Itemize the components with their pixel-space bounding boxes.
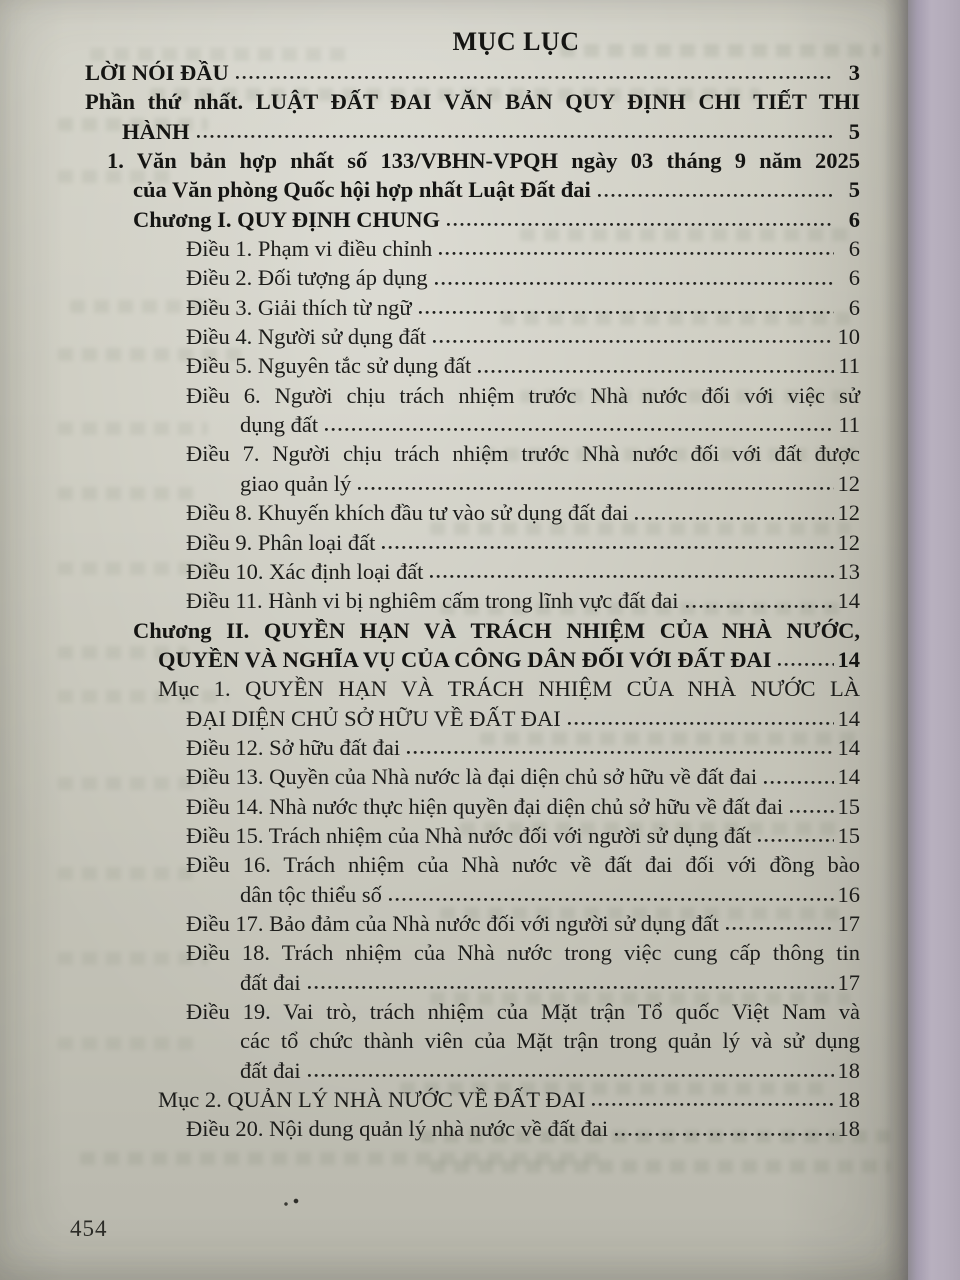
toc-page-number: 5 xyxy=(848,118,860,144)
toc-entry-line xyxy=(0,381,860,410)
table-of-contents xyxy=(0,58,908,1144)
page-seam-shadow xyxy=(884,0,908,1280)
toc-entry-line xyxy=(0,87,860,116)
dot-leader xyxy=(763,780,833,785)
toc-entry-line xyxy=(0,58,860,87)
toc-page-number: 6 xyxy=(848,265,860,291)
dot-leader xyxy=(777,662,833,667)
dot-leader xyxy=(634,516,833,521)
toc-entry-line xyxy=(0,938,860,967)
toc-entry-line xyxy=(0,1056,860,1085)
toc-entry-text: Điều 6. Người chịu trách nhiệm trước Nhà nước đối với việc sử xyxy=(186,382,860,408)
dot-leader xyxy=(446,222,834,227)
toc-entry-line xyxy=(0,528,860,557)
toc-entry-line xyxy=(0,762,860,791)
dot-leader xyxy=(418,310,834,315)
toc-entry-text: ĐẠI DIỆN CHỦ SỞ HỮU VỀ ĐẤT ĐAI xyxy=(186,705,561,731)
toc-entry-text: 1. Văn bản hợp nhất số 133/VBHN-VPQH ngày 03 tháng 9 năm 2025 xyxy=(107,148,860,174)
toc-entry-line xyxy=(0,351,860,380)
toc-page-number: 12 xyxy=(837,470,860,496)
toc-entry-text: Điều 7. Người chịu trách nhiệm trước Nhà nước đối với đất được xyxy=(186,441,860,467)
dot-leader xyxy=(438,251,834,256)
toc-page-number: 15 xyxy=(837,822,860,848)
dot-leader xyxy=(591,1102,833,1107)
toc-entry-line xyxy=(0,498,860,527)
toc-entry-line xyxy=(0,557,860,586)
toc-page-number: 18 xyxy=(837,1087,860,1113)
toc-entry-text: Điều 5. Nguyên tắc sử dụng đất xyxy=(186,353,472,379)
toc-page-number: 6 xyxy=(848,236,860,262)
toc-entry-line xyxy=(0,175,860,204)
toc-page-number: 18 xyxy=(837,1116,860,1142)
toc-entry-text: đất đai xyxy=(240,1057,301,1083)
toc-entry-text: Điều 2. Đối tượng áp dụng xyxy=(186,265,428,291)
dot-leader xyxy=(757,838,833,843)
toc-entry-line xyxy=(0,968,860,997)
toc-page-number: 12 xyxy=(837,529,860,555)
toc-page-number: 6 xyxy=(848,294,860,320)
toc-page-number: 14 xyxy=(837,705,860,731)
toc-page-number: 15 xyxy=(837,793,860,819)
toc-page-number: 14 xyxy=(837,646,860,672)
toc-entry-line xyxy=(0,1114,860,1143)
dot-leader xyxy=(597,193,834,198)
dot-leader xyxy=(357,486,833,491)
toc-entry-text: các tổ chức thành viên của Mặt trận trong quản lý và sử dụng xyxy=(240,1028,860,1054)
toc-entry-line xyxy=(0,322,860,351)
toc-entry-line xyxy=(0,880,860,909)
toc-entry-line xyxy=(0,909,860,938)
dot-leader xyxy=(307,1073,834,1078)
toc-entry-text: Điều 20. Nội dung quản lý nhà nước về đất đai xyxy=(186,1116,609,1142)
page-title: MỤC LỤC xyxy=(452,27,580,56)
toc-entry-text: Điều 10. Xác định loại đất xyxy=(186,558,424,584)
dot-leader xyxy=(725,926,834,931)
toc-page-number: 14 xyxy=(837,734,860,760)
toc-entry-text: HÀNH xyxy=(122,118,190,144)
toc-entry-line xyxy=(0,117,860,146)
toc-entry-text: Điều 4. Người sử dụng đất xyxy=(186,324,427,350)
toc-entry-text: Điều 18. Trách nhiệm của Nhà nước trong việc cung cấp thông tin xyxy=(186,940,860,966)
toc-page-number: 11 xyxy=(838,353,860,379)
bleedthrough-line xyxy=(430,1160,890,1173)
toc-page-number: 14 xyxy=(837,764,860,790)
dot-leader xyxy=(614,1132,833,1137)
toc-entry-text: của Văn phòng Quốc hội hợp nhất Luật Đất đai xyxy=(133,177,591,203)
toc-page-number: 13 xyxy=(837,558,860,584)
book-page-edge xyxy=(908,0,960,1280)
toc-entry-line xyxy=(0,1085,860,1114)
toc-entry-line xyxy=(0,293,860,322)
toc-page-number: 18 xyxy=(837,1057,860,1083)
ink-speck xyxy=(283,1198,301,1207)
toc-page-number: 5 xyxy=(848,177,860,203)
toc-entry-text: Chương II. QUYỀN HẠN VÀ TRÁCH NHIỆM CỦA NHÀ NƯỚC, xyxy=(133,617,860,643)
toc-entry-text: giao quản lý xyxy=(240,470,352,496)
toc-entry-line xyxy=(0,645,860,674)
toc-entry-text: Điều 17. Bảo đảm của Nhà nước đối với người sử dụng đất xyxy=(186,910,719,936)
toc-entry-text: QUYỀN VÀ NGHĨA VỤ CỦA CÔNG DÂN ĐỐI VỚI ĐẤT ĐAI xyxy=(158,646,772,672)
toc-entry-line xyxy=(0,792,860,821)
dot-leader xyxy=(434,281,834,286)
toc-entry-text: Điều 8. Khuyến khích đầu tư vào sử dụng đất đai xyxy=(186,500,629,526)
toc-entry-line xyxy=(0,616,860,645)
bleedthrough-line xyxy=(80,1152,600,1165)
dot-leader xyxy=(307,985,834,990)
toc-entry-line xyxy=(0,146,860,175)
toc-entry-line xyxy=(0,997,860,1026)
toc-entry-line xyxy=(0,410,860,439)
toc-entry-line xyxy=(0,205,860,234)
toc-entry-line xyxy=(0,1026,860,1055)
dot-leader xyxy=(381,545,833,550)
dot-leader xyxy=(477,369,834,374)
toc-page-number: 16 xyxy=(837,881,860,907)
toc-entry-line xyxy=(0,674,860,703)
dot-leader xyxy=(567,721,834,726)
toc-entry-text: Điều 3. Giải thích từ ngữ xyxy=(186,294,412,320)
page-number: 454 xyxy=(70,1216,108,1241)
toc-entry-line xyxy=(0,469,860,498)
dot-leader xyxy=(388,897,834,902)
toc-entry-line xyxy=(0,263,860,292)
toc-entry-text: dụng đất xyxy=(240,412,319,438)
dot-leader xyxy=(685,604,834,609)
toc-entry-text: Chương I. QUY ĐỊNH CHUNG xyxy=(133,206,441,232)
toc-entry-text: Điều 11. Hành vi bị nghiêm cấm trong lĩnh vực đất đai xyxy=(186,588,679,614)
dot-leader xyxy=(235,75,834,80)
toc-entry-line xyxy=(0,586,860,615)
toc-entry-line xyxy=(0,850,860,879)
dot-leader xyxy=(196,134,835,139)
toc-entry-text: Điều 12. Sở hữu đất đai xyxy=(186,734,401,760)
dot-leader xyxy=(429,574,833,579)
toc-entry-text: Điều 1. Phạm vi điều chỉnh xyxy=(186,236,433,262)
toc-page-number: 6 xyxy=(848,206,860,232)
toc-entry-text: LỜI NÓI ĐẦU xyxy=(85,60,229,85)
toc-entry-line xyxy=(0,234,860,263)
toc-entry-text: Điều 15. Trách nhiệm của Nhà nước đối với người sử dụng đất xyxy=(186,822,752,848)
toc-entry-text: Điều 16. Trách nhiệm của Nhà nước về đất đai đối với đồng bào xyxy=(186,852,860,878)
toc-entry-text: đất đai xyxy=(240,969,301,995)
toc-page-number: 17 xyxy=(837,910,860,936)
toc-page-number: 3 xyxy=(848,60,860,85)
toc-entry-text: dân tộc thiểu số xyxy=(240,881,382,907)
dot-leader xyxy=(789,809,833,814)
toc-page-number: 12 xyxy=(837,500,860,526)
toc-entry-text: Điều 14. Nhà nước thực hiện quyền đại diện chủ sở hữu về đất đai xyxy=(186,793,784,819)
dot-leader xyxy=(406,750,833,755)
toc-entry-line xyxy=(0,704,860,733)
toc-entry-text: Mục 2. QUẢN LÝ NHÀ NƯỚC VỀ ĐẤT ĐAI xyxy=(158,1087,586,1113)
toc-entry-line xyxy=(0,439,860,468)
toc-page-number: 10 xyxy=(837,324,860,350)
toc-page-number: 17 xyxy=(837,969,860,995)
toc-entry-text: Điều 13. Quyền của Nhà nước là đại diện chủ sở hữu về đất đai xyxy=(186,764,758,790)
dot-leader xyxy=(432,339,833,344)
toc-entry-line xyxy=(0,821,860,850)
toc-entry-line xyxy=(0,733,860,762)
dot-leader xyxy=(324,427,834,432)
toc-entry-text: Điều 19. Vai trò, trách nhiệm của Mặt trận Tổ quốc Việt Nam và xyxy=(186,999,860,1024)
toc-entry-text: Phần thứ nhất. LUẬT ĐẤT ĐAI VĂN BẢN QUY ĐỊNH CHI TIẾT THI xyxy=(85,89,860,115)
toc-entry-text: Điều 9. Phân loại đất xyxy=(186,529,376,555)
toc-entry-text: Mục 1. QUYỀN HẠN VÀ TRÁCH NHIỆM CỦA NHÀ NƯỚC LÀ xyxy=(158,676,860,702)
toc-page-number: 11 xyxy=(838,412,860,438)
toc-page-number: 14 xyxy=(837,588,860,614)
